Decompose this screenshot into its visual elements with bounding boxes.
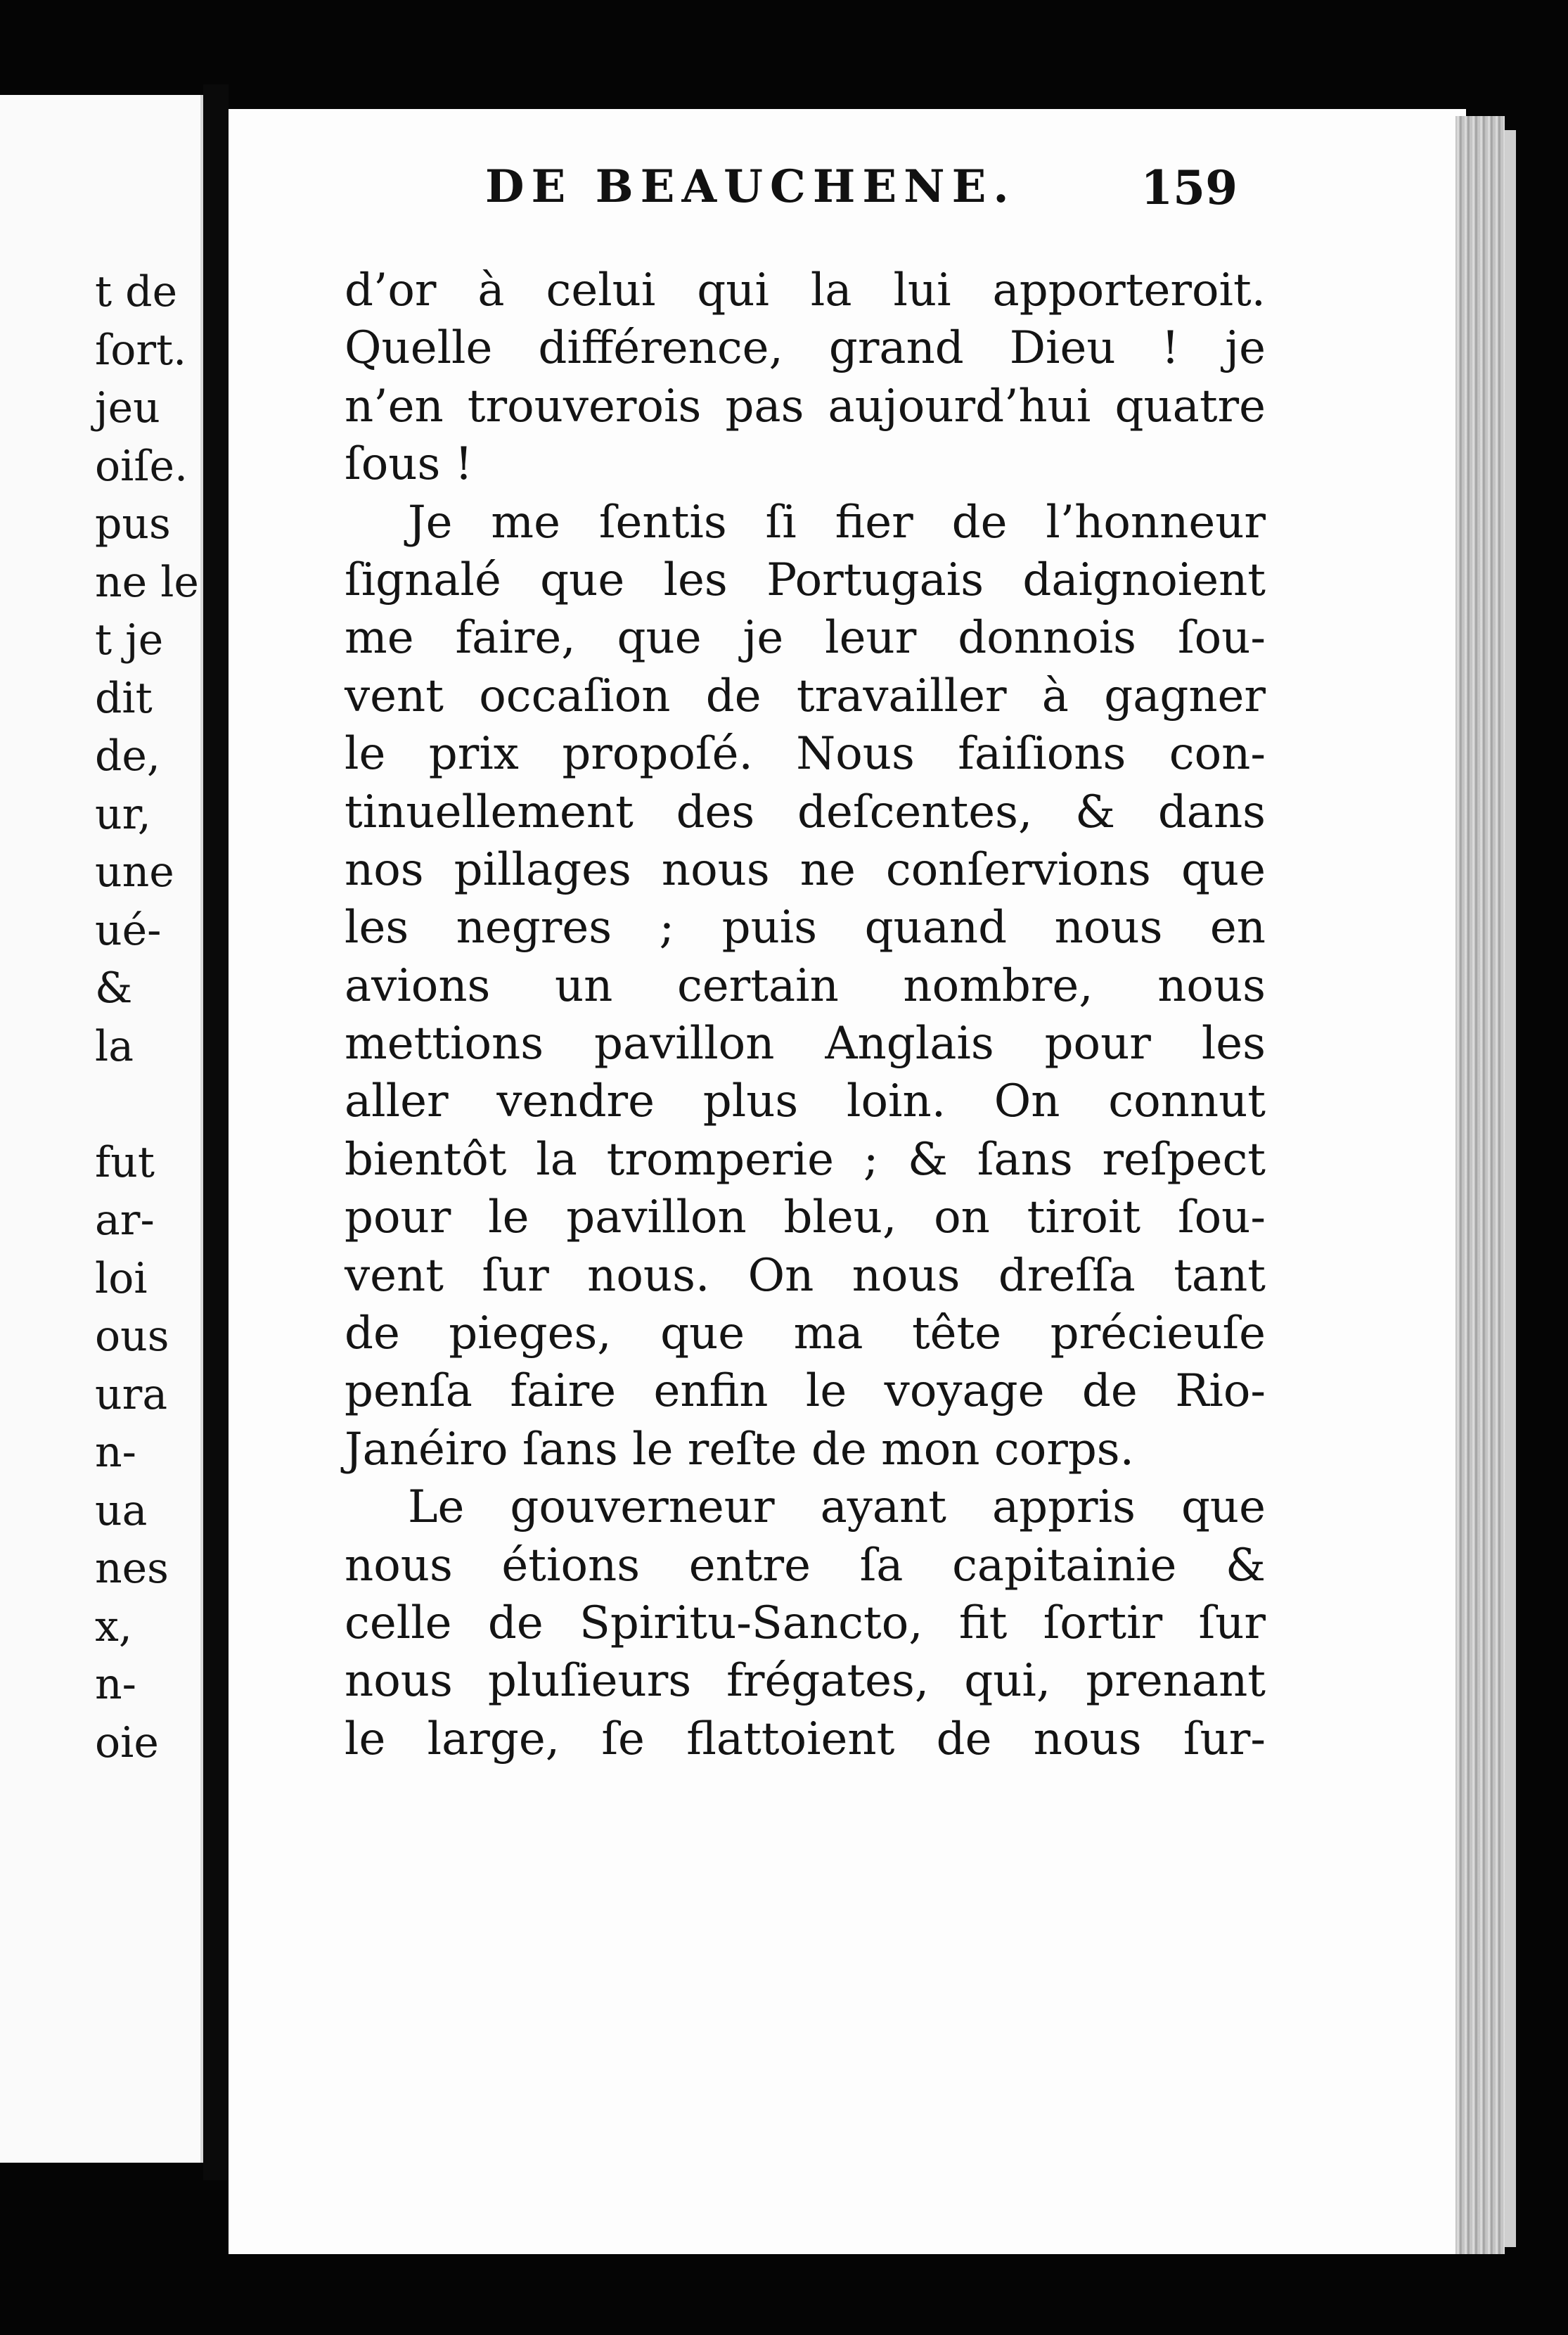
- text-line: vent occaſion de travailler à gagner: [345, 670, 1266, 722]
- facing-page-line-fragment: oiſe.: [95, 441, 188, 491]
- text-line: d’or à celui qui la lui apporteroit.: [345, 264, 1266, 316]
- page-edge-outer: [1505, 130, 1516, 2247]
- facing-page-line-fragment: ſort.: [95, 325, 187, 375]
- facing-page-line-fragment: la: [95, 1021, 134, 1071]
- facing-page-line-fragment: ar-: [95, 1196, 155, 1245]
- facing-page-line-fragment: ua: [95, 1485, 148, 1535]
- text-line: bientôt la tromperie ; & ſans reſpect: [345, 1133, 1266, 1186]
- facing-page-line-fragment: de,: [95, 731, 160, 781]
- facing-page-left: [0, 95, 203, 2163]
- text-line: vent ſur nous. On nous dreſſa tant: [345, 1249, 1266, 1302]
- text-line: Janéiro ſans le reſte de mon corps.: [345, 1423, 1134, 1476]
- facing-page-line-fragment: ura: [95, 1369, 168, 1419]
- facing-page-line-fragment: ué-: [95, 905, 162, 955]
- text-line: Le gouverneur ayant appris que: [408, 1481, 1266, 1534]
- facing-page-line-fragment: nes: [95, 1544, 169, 1593]
- page-edges: [1455, 116, 1505, 2254]
- facing-page-line-fragment: ur,: [95, 789, 151, 839]
- facing-page-line-fragment: x,: [95, 1601, 132, 1651]
- facing-page-line-fragment: jeu: [95, 383, 160, 433]
- text-line: pour le pavillon bleu, on tiroit ſou-: [345, 1191, 1266, 1244]
- facing-page-line-fragment: une: [95, 847, 174, 897]
- book-gutter: [203, 84, 229, 2180]
- text-line: le prix propoſé. Nous faiſions con-: [345, 728, 1266, 781]
- facing-page-line-fragment: &: [95, 964, 133, 1013]
- text-line: les negres ; puis quand nous en: [345, 902, 1266, 954]
- running-head: DE BEAUCHENE.: [485, 160, 1016, 213]
- text-line: celle de Spiritu-Sancto, fit ſortir ſur: [345, 1597, 1266, 1649]
- text-line: n’en trouverois pas aujourd’hui quatre: [345, 380, 1266, 433]
- text-line: tinuellement des deſcentes, & dans: [345, 786, 1266, 838]
- text-line: penſa faire enfin le voyage de Rio-: [345, 1365, 1266, 1418]
- facing-page-line-fragment: t de: [95, 267, 178, 316]
- text-line: de pieges, que ma tête précieuſe: [345, 1307, 1266, 1360]
- facing-page-line-fragment: t je: [95, 615, 164, 665]
- facing-page-line-fragment: loi: [95, 1253, 148, 1303]
- text-line: ſignalé que les Portugais daignoient: [345, 554, 1266, 606]
- facing-page-line-fragment: ne le: [95, 557, 199, 607]
- text-line: aller vendre plus loin. On connut: [345, 1075, 1266, 1128]
- text-line: mettions pavillon Anglais pour les: [345, 1018, 1266, 1070]
- text-line: Quelle différence, grand Dieu ! je: [345, 322, 1266, 375]
- page-header: [485, 160, 1238, 224]
- page-number: 159: [1140, 160, 1238, 215]
- text-line: avions un certain nombre, nous: [345, 959, 1266, 1012]
- text-line: le large, ſe flattoient de nous ſur-: [345, 1713, 1266, 1765]
- facing-page-line-fragment: n-: [95, 1660, 136, 1709]
- text-line: ſous !: [345, 438, 473, 491]
- text-line: nous pluſieurs frégates, qui, prenant: [345, 1655, 1266, 1708]
- facing-page-line-fragment: fut: [95, 1137, 155, 1187]
- facing-page-line-fragment: oie: [95, 1717, 159, 1767]
- text-line: Je me ſentis ſi fier de l’honneur: [408, 496, 1266, 549]
- text-line: nos pillages nous ne conſervions que: [345, 843, 1266, 896]
- facing-page-line-fragment: ous: [95, 1312, 169, 1361]
- text-line: me faire, que je leur donnois ſou-: [345, 612, 1266, 665]
- facing-page-line-fragment: n-: [95, 1428, 136, 1477]
- facing-page-line-fragment: dit: [95, 673, 153, 723]
- text-line: nous étions entre ſa capitainie &: [345, 1539, 1266, 1592]
- facing-page-line-fragment: pus: [95, 499, 171, 549]
- body-text: [345, 262, 1266, 1768]
